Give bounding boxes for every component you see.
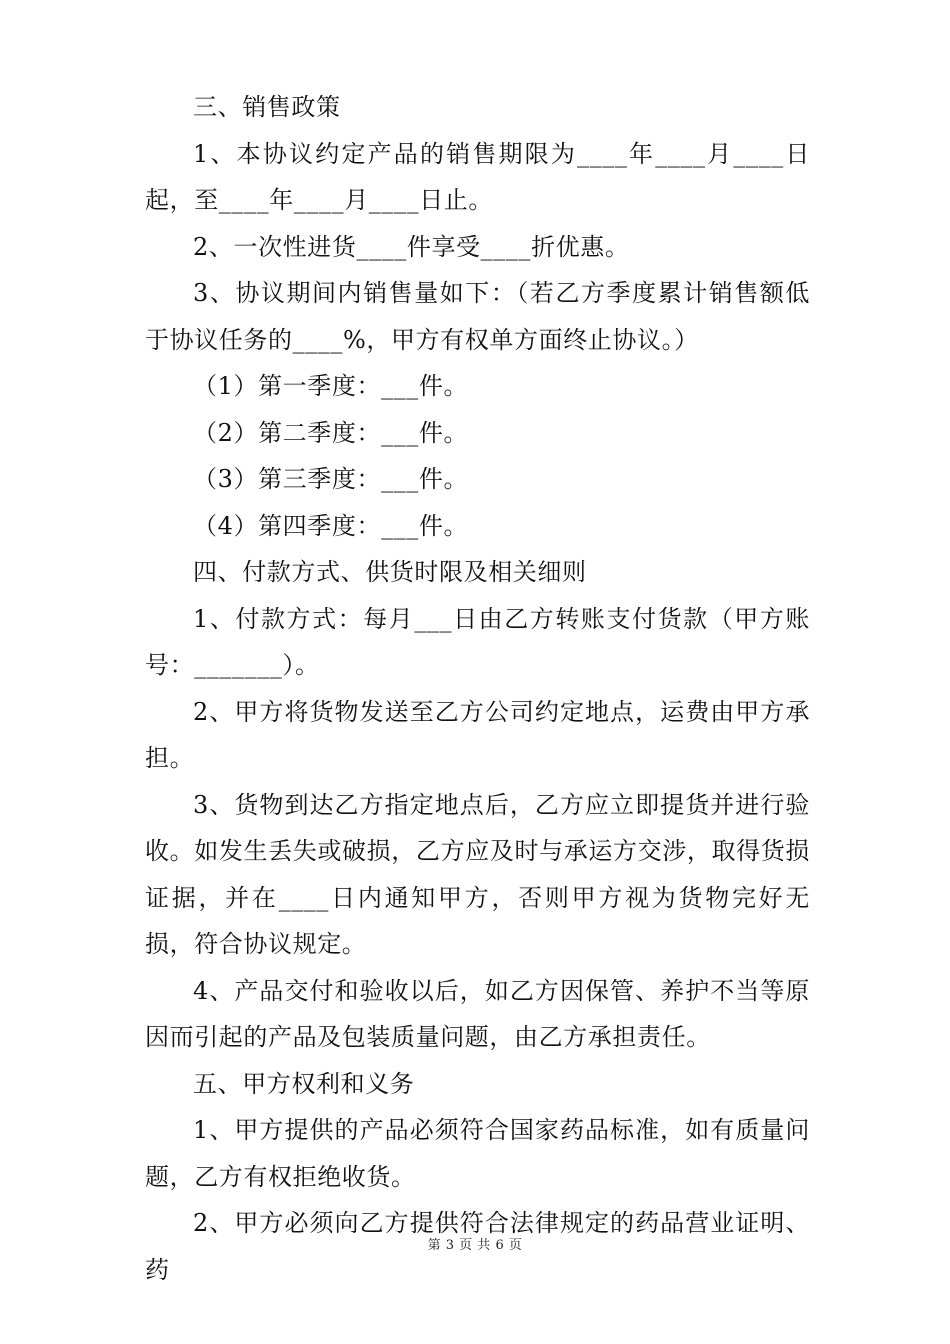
quarter-1-item: （1）第一季度：___件。 [193,372,469,400]
clause-liability: 4、产品交付和验收以后，如乙方因保管、养护不当等原因而引起的产品及包装质量问题，由乙方承担责任。 [145,976,810,1051]
quarter-3-item: （3）第三季度：___件。 [193,465,469,493]
clause-delivery: 2、甲方将货物发送至乙方公司约定地点，运费由甲方承担。 [145,697,810,772]
section-heading-party-a: 五、甲方权利和义务 [193,1069,415,1098]
clause-license-provision: 2、甲方必须向乙方提供符合法律规定的药品营业证明、药 [145,1209,810,1284]
section-heading-sales-policy: 三、销售政策 [193,93,341,121]
document-body [145,84,810,1293]
quarter-4-item: （4）第四季度：___件。 [193,511,469,540]
page-number-footer: 第 3 页 共 6 页 [427,1238,523,1253]
clause-bulk-discount: 2、一次性进货____件享受____折优惠。 [193,232,630,261]
clause-sales-volume: 3、协议期间内销售量如下：（若乙方季度累计销售额低于协议任务的____%，甲方有权单方面终止协议。） [145,279,810,354]
section-heading-payment: 四、付款方式、供货时限及相关细则 [193,558,587,586]
clause-payment-method: 1、付款方式：每月___日由乙方转账支付货款（甲方账号：_______）。 [145,604,810,679]
clause-quality-standard: 1、甲方提供的产品必须符合国家药品标准，如有质量问题，乙方有权拒绝收货。 [145,1116,810,1191]
quarter-2-item: （2）第二季度：___件。 [193,418,469,447]
clause-inspection: 3、货物到达乙方指定地点后，乙方应立即提货并进行验收。如发生丢失或破损，乙方应及时与承运方交涉，取得货损证据，并在____日内通知甲方，否则甲方视为货物完好无损，符合协议规定。 [145,790,810,958]
clause-sales-period: 1、本协议约定产品的销售期限为____年____月____日起，至____年____月____日止。 [145,139,810,214]
